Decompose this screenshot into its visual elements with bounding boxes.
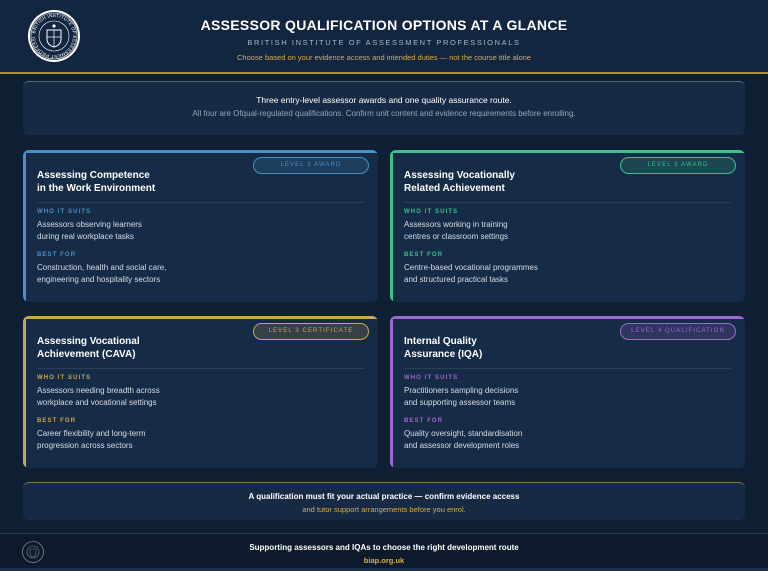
- card-title: Assessing Competence in the Work Environment: [37, 170, 156, 194]
- best-for-label: BEST FOR: [404, 252, 444, 258]
- footer-tagline: Supporting assessors and IQAs to choose the right development route: [249, 543, 519, 552]
- card-divider: [37, 202, 364, 203]
- who-it-suits-text: Assessors observing learners during real workplace tasks: [37, 220, 142, 241]
- best-for-label: BEST FOR: [37, 252, 77, 258]
- intro-panel: [23, 81, 745, 135]
- who-it-suits-label: WHO IT SUITS: [404, 209, 459, 215]
- card-accent-bar: [390, 316, 745, 319]
- card-accent-edge: [390, 150, 393, 302]
- card-divider: [404, 202, 731, 203]
- level-badge: LEVEL 3 AWARD: [253, 157, 369, 174]
- who-it-suits-label: WHO IT SUITS: [37, 209, 92, 215]
- card-title: Internal Quality Assurance (IQA): [404, 336, 483, 360]
- intro-summary: Three entry-level assessor awards and one quality assurance route.: [256, 95, 512, 105]
- best-for-text: Career flexibility and long-term progression across sectors: [37, 429, 146, 450]
- card-accent-bar: [23, 150, 378, 153]
- header: [0, 0, 768, 74]
- level-badge: LEVEL 4 QUALIFICATION: [620, 323, 736, 340]
- best-for-text: Centre-based vocational programmes and structured practical tasks: [404, 263, 538, 284]
- organisation-name: BRITISH INSTITUTE OF ASSESSMENT PROFESSIONALS: [247, 38, 521, 47]
- best-for-text: Quality oversight, standardisation and assessor development roles: [404, 429, 523, 450]
- advice-panel: [23, 482, 745, 520]
- best-for-label: BEST FOR: [404, 418, 444, 424]
- card-title: Assessing Vocationally Related Achievement: [404, 170, 515, 194]
- who-it-suits-label: WHO IT SUITS: [404, 375, 459, 381]
- card-divider: [404, 368, 731, 369]
- header-guidance-note: Choose based on your evidence access and intended duties — not the course title alone: [237, 53, 531, 62]
- svg-text:BRITISH INSTITUTE OF ASSESSMEN: BRITISH INSTITUTE OF ASSESSMENT PROFESSI: [30, 12, 78, 60]
- qualification-card-avra: [390, 150, 745, 302]
- page-title: ASSESSOR QUALIFICATION OPTIONS AT A GLANCE: [200, 17, 568, 33]
- level-badge: LEVEL 3 CERTIFICATE: [253, 323, 369, 340]
- best-for-text: Construction, health and social care, engineering and hospitality sectors: [37, 263, 167, 284]
- card-accent-edge: [390, 316, 393, 468]
- qualification-card-iqa: [390, 316, 745, 468]
- qualification-card-acwe: [23, 150, 378, 302]
- who-it-suits-text: Practitioners sampling decisions and supporting assessor teams: [404, 386, 519, 407]
- advice-detail: and tutor support arrangements before you enrol.: [302, 505, 466, 514]
- who-it-suits-text: Assessors working in training centres or classroom settings: [404, 220, 509, 241]
- who-it-suits-text: Assessors needing breadth across workplace and vocational settings: [37, 386, 160, 407]
- advice-headline: A qualification must fit your actual practice — confirm evidence access: [248, 492, 520, 501]
- card-divider: [37, 368, 364, 369]
- card-accent-edge: [23, 316, 26, 468]
- intro-detail: All four are Ofqual-regulated qualifications. Confirm unit content and evidence requirements before enrolling.: [192, 109, 576, 118]
- card-accent-bar: [23, 316, 378, 319]
- best-for-label: BEST FOR: [37, 418, 77, 424]
- who-it-suits-label: WHO IT SUITS: [37, 375, 92, 381]
- card-accent-bar: [390, 150, 745, 153]
- footer-website-link[interactable]: biap.org.uk: [363, 556, 405, 565]
- level-badge: LEVEL 3 AWARD: [620, 157, 736, 174]
- footer: [0, 533, 768, 571]
- card-accent-edge: [23, 150, 26, 302]
- qualification-card-cava: [23, 316, 378, 468]
- card-title: Assessing Vocational Achievement (CAVA): [37, 336, 140, 360]
